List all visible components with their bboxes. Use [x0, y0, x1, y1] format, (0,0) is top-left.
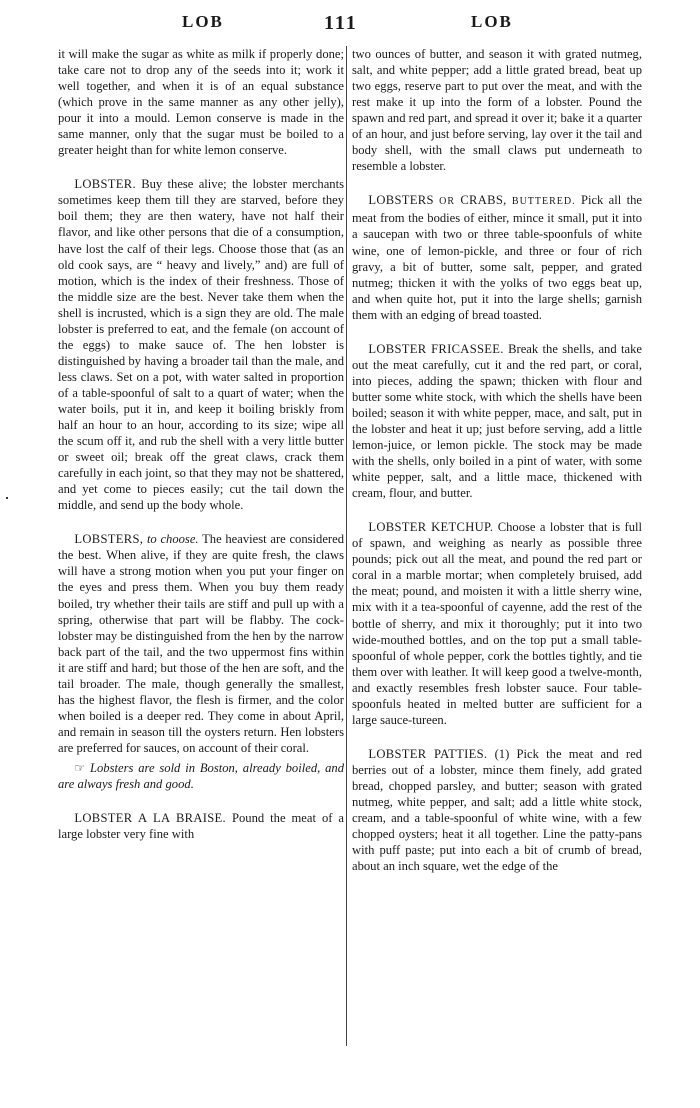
headword: LOBSTER KETCHUP. [368, 520, 494, 535]
running-head-right: LOB [471, 12, 513, 31]
column-rule [346, 46, 347, 1046]
entry-lobsters-to-choose [58, 531, 344, 756]
headword: LOBSTERS [368, 193, 434, 208]
entry-text: Break the shells, and take out the meat carefully, cut it and the red part, or coral, into pieces, adding the spawn; thicken with flour and butter some white stock, with which the shells have been boiled; season it with white pepper, mace, and salt, put in the lobster and heat it up; just before serving, add a little lemon-juice, or lemon pickle. The stock may be made with the shells, only boiled in a pint of water, with some white pepper, salt, and a little mace, thickened with cream, flour, and butter. [352, 341, 642, 501]
entry-lobster-fricassee [352, 341, 642, 501]
entry-lobster-patties [352, 746, 642, 874]
headword-subtitle: BUTTERED. [511, 196, 576, 208]
entry-lobster-a-la-braise [58, 810, 344, 842]
headword: LOBSTER FRICASSEE. [368, 341, 504, 356]
entry-text: Pick all the meat from the bodies of either, mince it small, put it into a saucepan with two or three table-spoonfuls of white wine, one of lemon-pickle, and three or four of rich gravy, a bit of butter, some salt, pepper, and grated nutmeg; thicken it with the yolks of two eggs beat up, and when quite hot, put it into the large shells; garnish them with an edging of bread toasted. [352, 193, 642, 322]
entry-text: Choose a lobster that is full of spawn, and weighing as nearly as possible three pounds; pick out all the meat, and pound the red part or coral in a marble mortar; when completely bruised, add the meat; pound, and moisten it with a little sherry wine, mix with it a tea-spoonful of cayenne, add the rest of the bottle of sherry, and mix it thoroughly; put it into two wide-mouthed bottles, and on the top put a small table-spoonful of whole pepper, cork the bottles tightly, and tie them over with leather. It will keep good a twelve-month, and exactly resembles fresh lobster sauce. Four table-spoonfuls heated in melted butter are sufficient for a large sauce-tureen. [352, 520, 642, 727]
continuation-text: it will make the sugar as white as milk if properly done; take care not to drop any of the seeds into it; work it well together, and when it is of an equal substance (which prove in the same manner as any other jelly), pour it into a mould. Lemon conserve is made in the same manner, only that the sugar must be boiled to a greater height than for white lemon conserve. [58, 47, 344, 158]
page-number: 111 [324, 12, 358, 34]
entry-lobster [58, 176, 344, 513]
boston-note [58, 760, 344, 792]
left-column [58, 46, 344, 842]
headword-second: CRABS, [460, 193, 507, 208]
headword: LOBSTER A LA BRAISE. [74, 811, 226, 826]
headword: LOBSTER. [74, 177, 136, 192]
continuation-text: two ounces of butter, and season it with grated nutmeg, salt, and white pepper; add a little grated bread, beat up two eggs, reserve part to put over the meat, and with the rest make it up into the form of a lobster. Pound the spawn and red part, and spread it over it; bake it a quarter of an hour, and just before serving, lay over it the tail and body shell, with the small claws put underneath to resemble a lobster. [352, 47, 642, 174]
entry-text: Buy these alive; the lobster merchants sometimes keep them till they are starved, before they boil them; they are then watery, have not half their flavor, and like other persons that die of a consumption, have lost the calf of their legs. Choose those that (as an old cook says, are “ heavy and lively,” and) are full of motion, which is the index of their freshness. Those of the middle size are the best. Never take them when the shell is incrusted, which is a sign they are old. The male lobster is preferred to eat, and the female (on account of the eggs) to make sauce of. The hen lobster is distinguished by having a broader tail than the male, and less claws. Set on a pot, with water salted in proportion of a table-spoonful of salt to a quart of water; when the water boils, put it in, and keep it boiling briskly from half an hour to an hour, according to its size; wipe all the scum off it, and rub the shell with a very little butter or sweet oil; break off the great claws, crack them carefully in each joint, so that they may not be shattered, and yet come to pieces easily; cut the tail down the middle, and send up the body whole. [58, 177, 344, 513]
pointing-hand-icon: ☞ [74, 760, 86, 775]
note-text: Lobsters are sold in Boston, already boiled, and are always fresh and good. [58, 760, 344, 792]
entry-text: Pound the meat of a large lobster very fine with [58, 811, 344, 842]
running-head-left: LOB [182, 12, 224, 31]
margin-speck [6, 497, 8, 499]
headword: LOBSTER PATTIES. [368, 746, 488, 761]
entry-lobsters-or-crabs [352, 192, 642, 322]
headword-or: OR [439, 196, 455, 208]
right-column [352, 46, 642, 874]
headword: LOBSTERS, [74, 532, 144, 547]
entry-text: (1) Pick the meat and red berries out of a lobster, mince them finely, add grated bread, chopped parsley, and butter; season with grated nutmeg, white pepper, and salt; add a little white stock, cream, and a table-spoonful of white wine, with a few chopped oysters; heat it all together. Line the patty-pans with puff paste; put into each a bit of crumb of bread, about an inch square, wet the edge of the [352, 746, 642, 874]
entry-text: The heaviest are considered the best. When alive, if they are quite fresh, the claws will have a strong motion when you put your finger on the eyes and press them. When you buy them ready boiled, try whether their tails are stiff and pull up with a spring, otherwise that part will be flabby. The cock-lobster may be distinguished from the hen by the narrow back part of the tail, and the two uppermost fins within it are stiff and hard; but those of the hen are soft, and the tail broader. The male, though generally the smallest, has the highest flavor, the flesh is firmer, and the color when boiled is a deeper red. They come in about April, and remain in season till the oysters return. Hen lobsters are preferred for sauces, on account of their coral. [58, 532, 344, 755]
running-header [62, 12, 640, 42]
headword-subtitle: to choose. [146, 532, 199, 547]
entry-lobster-ketchup [352, 519, 642, 728]
